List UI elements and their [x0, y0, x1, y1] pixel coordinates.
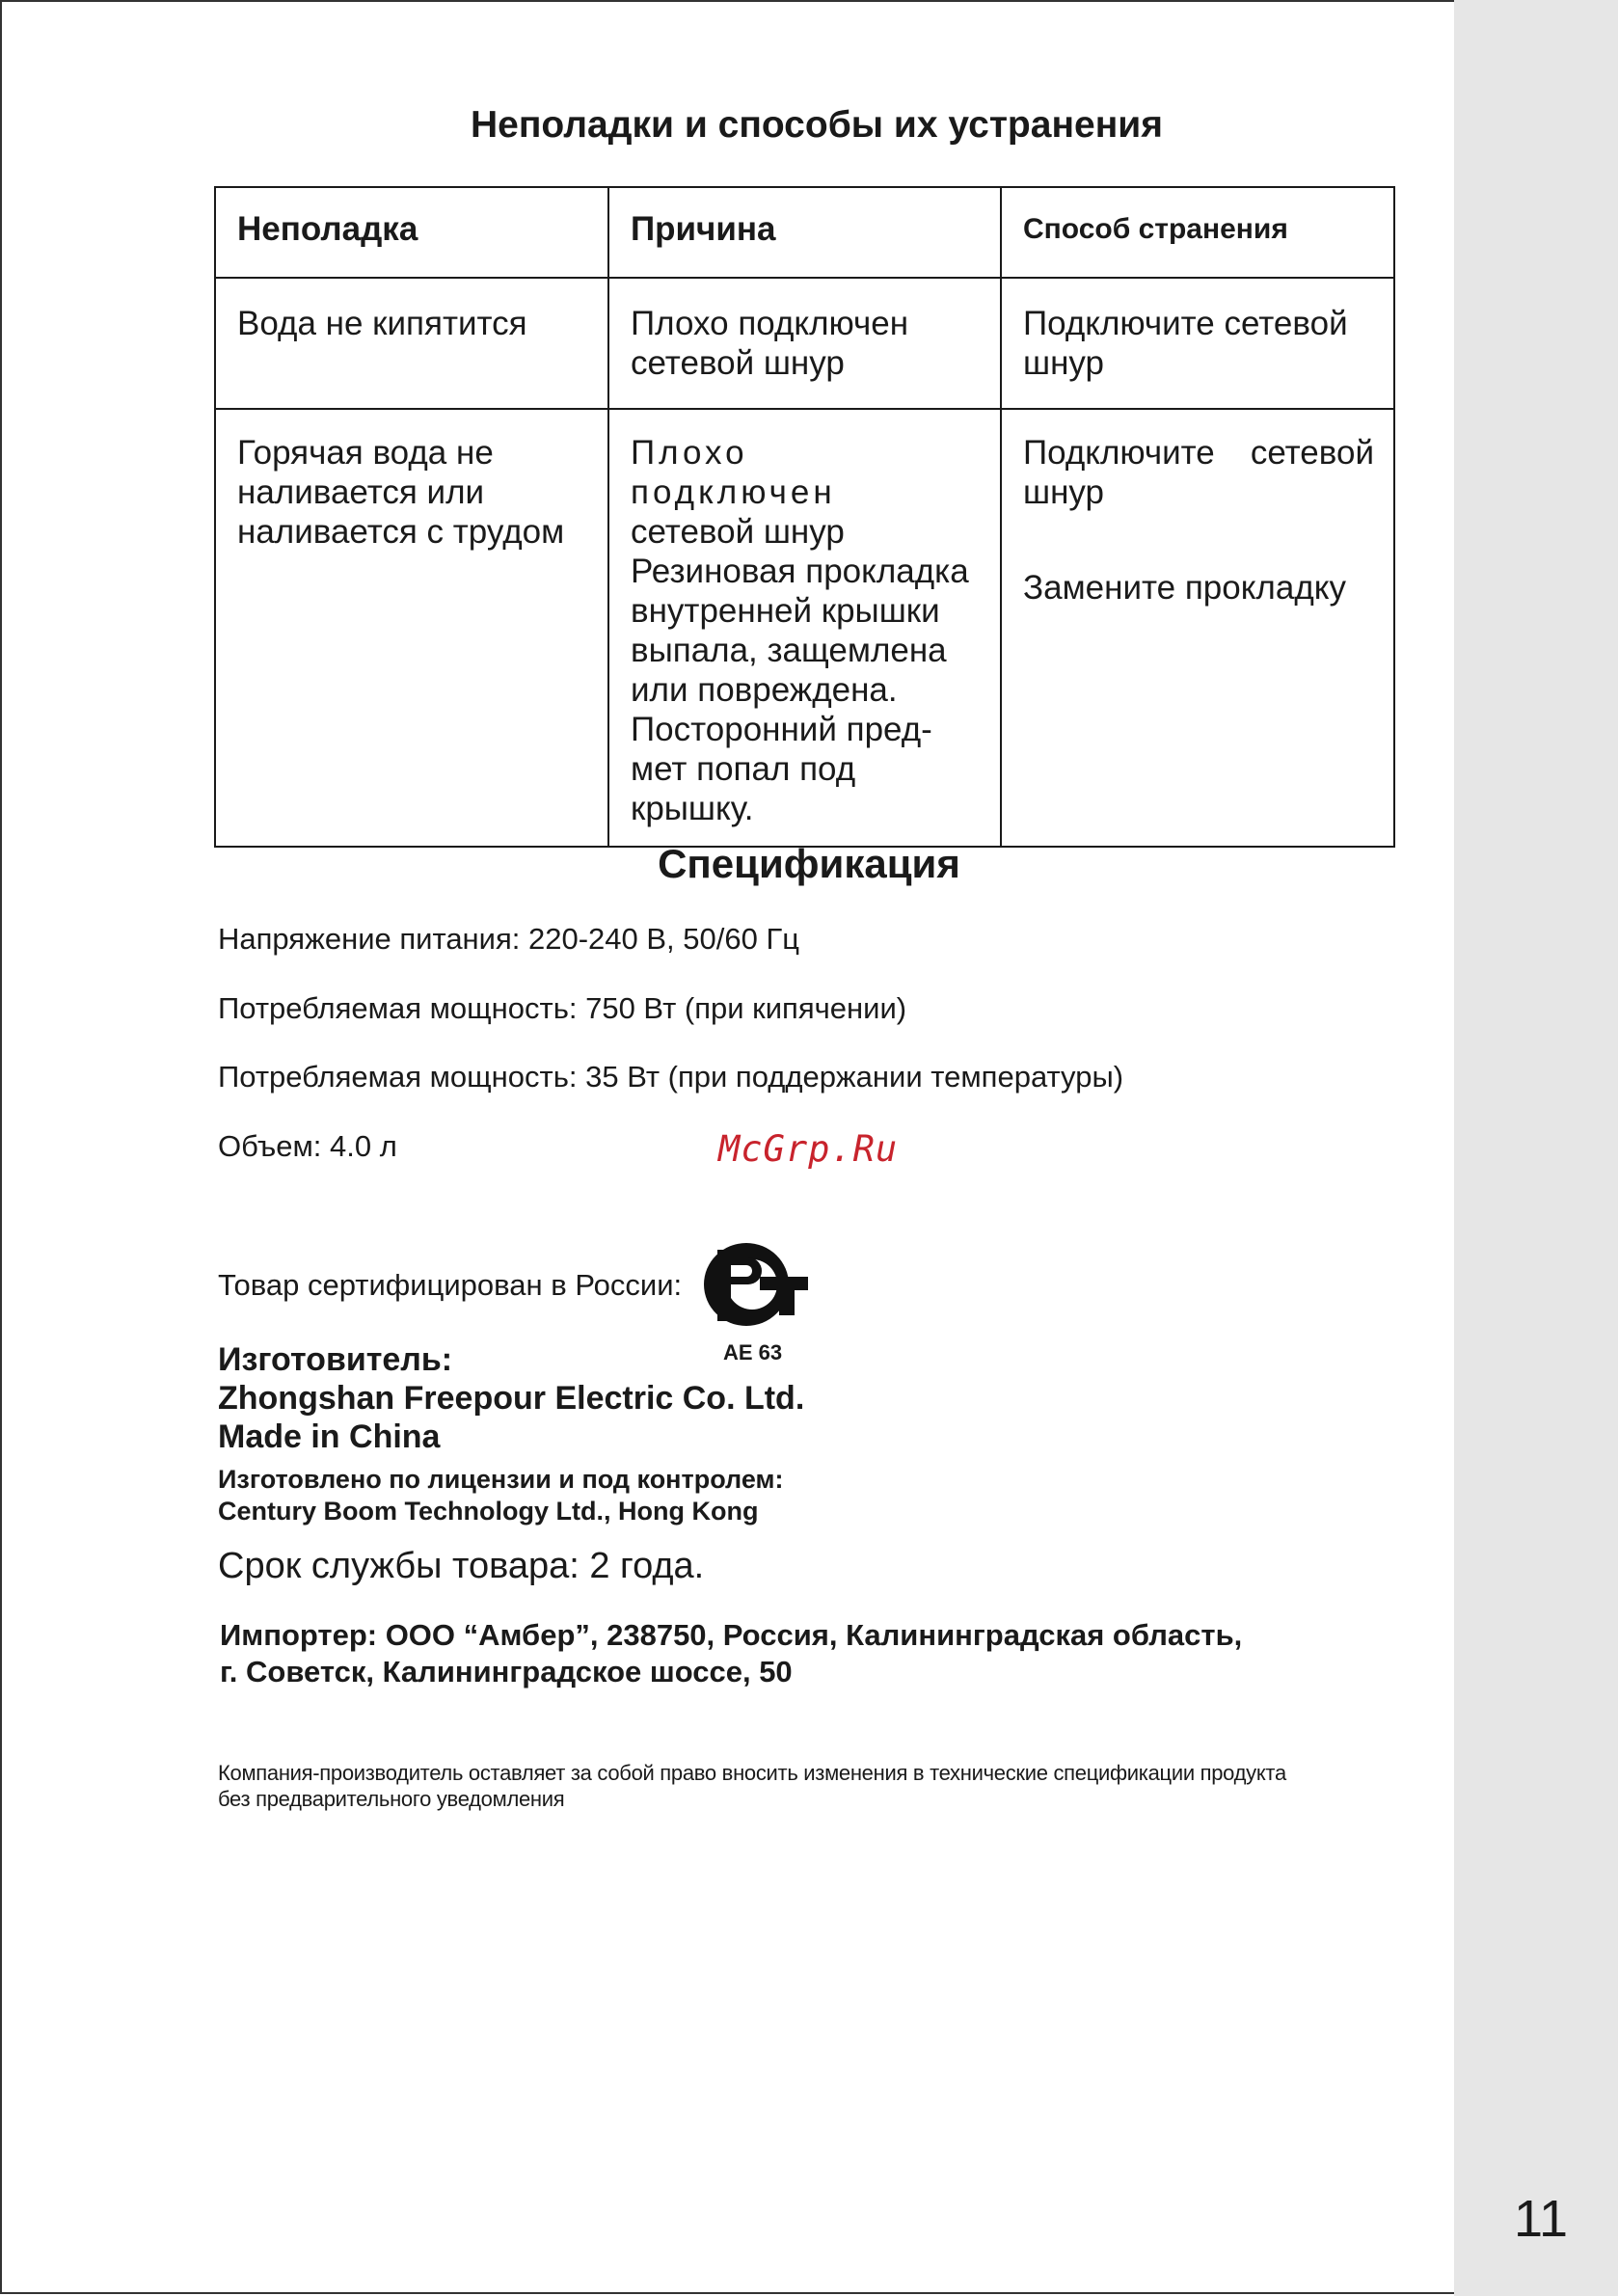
pct-certification-logo: [702, 1240, 810, 1337]
certification-code: AE 63: [723, 1340, 783, 1364]
header-problem: Неполадка: [215, 187, 608, 278]
certification-text: Товар сертифицирован в России:: [218, 1268, 683, 1302]
cause-text: Посторонний пред-мет попал под крышку.: [631, 711, 932, 827]
cell-problem: Горячая вода не наливается или наливается с трудом: [215, 409, 608, 847]
header-cause: Причина: [608, 187, 1001, 278]
spec-title: Спецификация: [658, 841, 960, 886]
importer-line: г. Советск, Калининградское шоссе, 50: [220, 1655, 793, 1688]
disclaimer-line: без предварительного уведомления: [218, 1787, 565, 1811]
cause-text: Плохо подключен: [631, 434, 836, 511]
service-life: Срок службы товара: 2 года.: [218, 1546, 705, 1586]
disclaimer: [218, 1760, 1286, 1812]
fix-text: Замените прокладку: [1023, 569, 1346, 607]
cell-problem: Вода не кипятится: [215, 278, 608, 409]
cell-cause: Плохо подключен сетевой шнур: [608, 278, 1001, 409]
cause-text: сетевой шнур: [631, 513, 845, 551]
manufacturer-origin: Made in China: [218, 1418, 441, 1455]
table-header-row: [215, 187, 1394, 278]
table-row: [215, 278, 1394, 409]
header-fix: Способ странения: [1001, 187, 1394, 278]
page-number: 11: [1514, 2190, 1569, 2248]
troubleshooting-table: [214, 186, 1395, 848]
importer-line: Импортер: ООО “Амбер”, 238750, Россия, Калининградская область,: [220, 1618, 1243, 1652]
fix-text: Подключите сетевой шнур: [1023, 434, 1374, 511]
cell-fix: [1001, 409, 1394, 847]
manufacturer-name: Zhongshan Freepour Electric Co. Ltd.: [218, 1380, 805, 1417]
table-row: [215, 409, 1394, 847]
cause-text: Резиновая прокладка внутренней крышки выпала, защемлена или повреждена.: [631, 553, 969, 709]
spec-volume: Объем: 4.0 л: [218, 1129, 397, 1163]
manufacturer-block: [218, 1340, 804, 1456]
spec-power-boil: Потребляемая мощность: 750 Вт (при кипячении): [218, 991, 907, 1025]
spec-voltage: Напряжение питания: 220-240 В, 50/60 Гц: [218, 922, 800, 956]
license-company: Century Boom Technology Ltd., Hong Kong: [218, 1497, 759, 1526]
watermark: McGrp.Ru: [718, 1128, 899, 1170]
manufacturer-label: Изготовитель:: [218, 1341, 453, 1378]
disclaimer-line: Компания-производитель оставляет за собой право вносить изменения в технические спецификации продукта: [218, 1761, 1286, 1785]
cell-fix: Подключите сетевой шнур: [1001, 278, 1394, 409]
side-strip: [1454, 0, 1618, 2296]
license-label: Изготовлено по лицензии и под контролем:: [218, 1465, 784, 1494]
page-title: Неполадки и способы их устранения: [471, 104, 1163, 146]
spec-power-keep: Потребляемая мощность: 35 Вт (при поддержании температуры): [218, 1060, 1124, 1094]
importer-block: [220, 1617, 1242, 1690]
cell-cause: [608, 409, 1001, 847]
license-block: [218, 1464, 783, 1527]
